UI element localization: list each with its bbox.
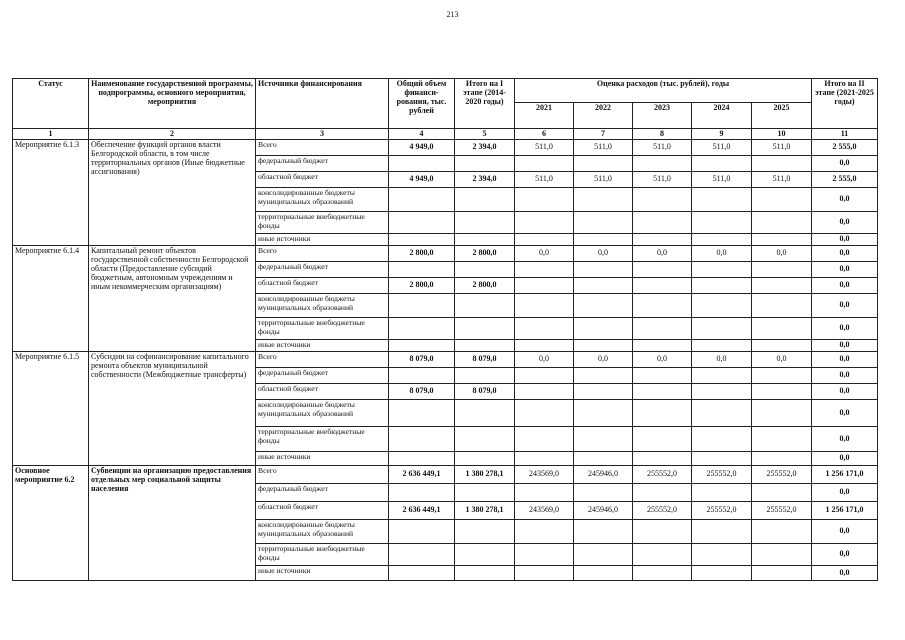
funding-source: областной бюджет [256,278,389,294]
amount-cell [515,452,574,466]
amount-cell [515,566,574,581]
amount-cell: 0,0 [515,352,574,368]
amount-cell [389,234,455,246]
amount-cell [574,188,633,212]
amount-cell [692,294,752,318]
amount-cell: 511,0 [515,140,574,156]
amount-cell [455,294,515,318]
amount-cell [633,188,692,212]
amount-cell [574,368,633,384]
amount-cell [574,384,633,400]
amount-cell [752,400,812,427]
funding-source: Всего [256,140,389,156]
amount-cell [752,566,812,581]
table-row [13,140,878,156]
funding-source: федеральный бюджет [256,156,389,172]
funding-source: областной бюджет [256,384,389,400]
amount-cell [574,294,633,318]
row-status: Мероприятие 6.1.3 [13,140,89,246]
funding-source: Всего [256,352,389,368]
amount-cell [455,318,515,340]
amount-cell: 511,0 [692,140,752,156]
amount-cell: 255552,0 [752,466,812,484]
amount-cell [515,294,574,318]
amount-cell [574,340,633,352]
amount-cell [574,452,633,466]
column-index: 7 [574,129,633,140]
header-year: 2024 [692,103,752,129]
amount-cell [455,484,515,502]
amount-cell [389,340,455,352]
stage2-total-cell: 0,0 [812,352,878,368]
header-stage2: Итого на II этапе (2021-2025 годы) [812,79,878,129]
stage2-total-cell: 0,0 [812,156,878,172]
header-year: 2025 [752,103,812,129]
amount-cell: 2 800,0 [389,278,455,294]
stage2-total-cell: 0,0 [812,484,878,502]
amount-cell [692,566,752,581]
amount-cell [574,400,633,427]
amount-cell [515,484,574,502]
header-name: Наименование государственной программы, подпрограммы, основного мероприятия, мероприятия [89,79,256,129]
amount-cell [574,544,633,566]
amount-cell: 2 800,0 [455,246,515,262]
amount-cell [692,156,752,172]
amount-cell [633,452,692,466]
amount-cell: 2 394,0 [455,172,515,188]
amount-cell [752,368,812,384]
funding-source: территориальные внебюджетные фонды [256,318,389,340]
stage2-total-cell: 0,0 [812,520,878,544]
amount-cell: 243569,0 [515,466,574,484]
amount-cell: 2 636 449,1 [389,502,455,520]
funding-source: иные источники [256,340,389,352]
amount-cell: 0,0 [752,352,812,368]
stage2-total-cell: 0,0 [812,384,878,400]
amount-cell: 0,0 [574,246,633,262]
amount-cell [692,544,752,566]
amount-cell [515,368,574,384]
row-status: Мероприятие 6.1.4 [13,246,89,352]
amount-cell [633,544,692,566]
column-index: 11 [812,129,878,140]
amount-cell: 511,0 [515,172,574,188]
funding-source: территориальные внебюджетные фонды [256,427,389,452]
funding-source: областной бюджет [256,502,389,520]
amount-cell: 255552,0 [633,466,692,484]
amount-cell: 2 800,0 [455,278,515,294]
amount-cell [692,212,752,234]
column-index: 4 [389,129,455,140]
amount-cell [752,520,812,544]
funding-source: иные источники [256,566,389,581]
amount-cell [455,520,515,544]
amount-cell [455,452,515,466]
amount-cell [389,212,455,234]
amount-cell [633,212,692,234]
amount-cell [633,278,692,294]
row-program-name: Обеспечение функций органов власти Белгородской области, в том числе территориальных органов (Иные бюджетные ассигнования) [89,140,256,246]
header-status: Статус [13,79,89,129]
amount-cell: 8 079,0 [389,384,455,400]
funding-source: федеральный бюджет [256,484,389,502]
stage2-total-cell: 0,0 [812,452,878,466]
amount-cell: 255552,0 [692,502,752,520]
amount-cell: 243569,0 [515,502,574,520]
funding-source: консолидированные бюджеты муниципальных образований [256,400,389,427]
amount-cell [752,340,812,352]
amount-cell [633,340,692,352]
amount-cell [455,427,515,452]
amount-cell [515,212,574,234]
amount-cell [633,384,692,400]
amount-cell: 1 380 278,1 [455,466,515,484]
table-row [13,352,878,368]
table-body [13,140,878,581]
amount-cell [752,212,812,234]
amount-cell [574,212,633,234]
amount-cell [515,384,574,400]
table-row [13,246,878,262]
amount-cell [752,427,812,452]
amount-cell [455,156,515,172]
amount-cell [752,234,812,246]
amount-cell [692,278,752,294]
amount-cell [455,566,515,581]
amount-cell [752,278,812,294]
amount-cell: 0,0 [574,352,633,368]
row-status: Основное мероприятие 6.2 [13,466,89,581]
amount-cell [389,544,455,566]
table-row [13,466,878,484]
amount-cell [515,156,574,172]
amount-cell: 245946,0 [574,502,633,520]
amount-cell [752,318,812,340]
stage2-total-cell: 0,0 [812,188,878,212]
funding-source: территориальные внебюджетные фонды [256,212,389,234]
amount-cell [455,340,515,352]
stage2-total-cell: 0,0 [812,212,878,234]
amount-cell [515,188,574,212]
amount-cell: 0,0 [752,246,812,262]
column-index: 3 [256,129,389,140]
row-status: Мероприятие 6.1.5 [13,352,89,466]
funding-source: Всего [256,466,389,484]
amount-cell [752,544,812,566]
amount-cell [633,294,692,318]
funding-source: федеральный бюджет [256,262,389,278]
amount-cell [692,340,752,352]
stage2-total-cell: 0,0 [812,340,878,352]
funding-source: иные источники [256,234,389,246]
page-number: 213 [446,10,459,19]
header-stage1: Итого на I этапе (2014-2020 годы) [455,79,515,129]
amount-cell [752,188,812,212]
stage2-total-cell: 1 256 171,0 [812,502,878,520]
stage2-total-cell: 0,0 [812,544,878,566]
amount-cell: 255552,0 [752,502,812,520]
amount-cell [389,318,455,340]
stage2-total-cell: 0,0 [812,318,878,340]
amount-cell [574,262,633,278]
stage2-total-cell: 1 256 171,0 [812,466,878,484]
amount-cell [574,484,633,502]
amount-cell [389,400,455,427]
amount-cell [692,368,752,384]
amount-cell [389,520,455,544]
amount-cell: 511,0 [574,172,633,188]
amount-cell [515,427,574,452]
funding-source: федеральный бюджет [256,368,389,384]
column-index: 10 [752,129,812,140]
amount-cell [574,520,633,544]
amount-cell [515,262,574,278]
amount-cell [515,544,574,566]
amount-cell [752,262,812,278]
amount-cell [692,484,752,502]
column-index: 2 [89,129,256,140]
amount-cell [752,384,812,400]
amount-cell: 511,0 [752,140,812,156]
amount-cell [389,188,455,212]
amount-cell [633,262,692,278]
row-program-name: Субсидии на софинансирование капитального ремонта объектов муниципальной собственности (Межбюджетные трансферты) [89,352,256,466]
amount-cell [574,427,633,452]
amount-cell: 511,0 [633,140,692,156]
row-program-name: Капитальный ремонт объектов государственной собственности Белгородской области (Предоставление субсидий бюджетным, автономным учреждениям и иным некоммерческим организациям) [89,246,256,352]
budget-table [12,78,878,581]
amount-cell: 2 800,0 [389,246,455,262]
amount-cell [455,400,515,427]
stage2-total-cell: 0,0 [812,427,878,452]
funding-source: консолидированные бюджеты муниципальных образований [256,188,389,212]
amount-cell [633,484,692,502]
amount-cell: 255552,0 [633,502,692,520]
amount-cell: 0,0 [692,352,752,368]
stage2-total-cell: 0,0 [812,566,878,581]
funding-source: территориальные внебюджетные фонды [256,544,389,566]
amount-cell [692,452,752,466]
amount-cell [692,400,752,427]
amount-cell: 8 079,0 [455,352,515,368]
amount-cell: 1 380 278,1 [455,502,515,520]
amount-cell [515,318,574,340]
amount-cell: 2 394,0 [455,140,515,156]
column-index: 6 [515,129,574,140]
amount-cell: 0,0 [692,246,752,262]
amount-cell [574,566,633,581]
amount-cell [389,156,455,172]
header-year: 2022 [574,103,633,129]
amount-cell [633,566,692,581]
amount-cell [389,566,455,581]
stage2-total-cell: 2 555,0 [812,172,878,188]
amount-cell [692,188,752,212]
amount-cell [455,544,515,566]
funding-source: консолидированные бюджеты муниципальных образований [256,520,389,544]
amount-cell [515,234,574,246]
stage2-total-cell: 0,0 [812,246,878,262]
amount-cell [574,156,633,172]
amount-cell: 4 949,0 [389,172,455,188]
amount-cell [455,188,515,212]
amount-cell [692,262,752,278]
amount-cell [752,294,812,318]
amount-cell [389,294,455,318]
funding-source: иные источники [256,452,389,466]
column-index: 8 [633,129,692,140]
column-index-row [13,129,878,140]
amount-cell [692,520,752,544]
header-source: Источники финансирования [256,79,389,129]
amount-cell: 0,0 [633,352,692,368]
amount-cell [633,520,692,544]
header-year: 2023 [633,103,692,129]
stage2-total-cell: 0,0 [812,278,878,294]
amount-cell: 0,0 [515,246,574,262]
amount-cell: 245946,0 [574,466,633,484]
stage2-total-cell: 2 555,0 [812,140,878,156]
header-year: 2021 [515,103,574,129]
amount-cell [574,318,633,340]
column-index: 9 [692,129,752,140]
amount-cell [633,318,692,340]
stage2-total-cell: 0,0 [812,400,878,427]
amount-cell [455,234,515,246]
amount-cell [389,452,455,466]
stage2-total-cell: 0,0 [812,368,878,384]
amount-cell: 8 079,0 [389,352,455,368]
stage2-total-cell: 0,0 [812,262,878,278]
amount-cell: 511,0 [574,140,633,156]
amount-cell [455,368,515,384]
stage2-total-cell: 0,0 [812,234,878,246]
amount-cell: 0,0 [633,246,692,262]
amount-cell [752,452,812,466]
amount-cell [389,368,455,384]
amount-cell: 2 636 449,1 [389,466,455,484]
header-total-volume: Общий объем финанси-рования, тыс. рублей [389,79,455,129]
amount-cell [515,340,574,352]
amount-cell [633,427,692,452]
amount-cell [515,400,574,427]
amount-cell: 511,0 [633,172,692,188]
amount-cell [389,262,455,278]
amount-cell [692,427,752,452]
amount-cell [633,368,692,384]
row-program-name: Субвенции на организацию предоставления отдельных мер социальной защиты населения [89,466,256,581]
amount-cell: 8 079,0 [455,384,515,400]
amount-cell [515,278,574,294]
amount-cell: 255552,0 [692,466,752,484]
amount-cell: 511,0 [692,172,752,188]
amount-cell: 4 949,0 [389,140,455,156]
amount-cell [633,234,692,246]
amount-cell [455,212,515,234]
amount-cell: 511,0 [752,172,812,188]
funding-source: Всего [256,246,389,262]
column-index: 5 [455,129,515,140]
column-index: 1 [13,129,89,140]
funding-source: консолидированные бюджеты муниципальных образований [256,294,389,318]
amount-cell [633,156,692,172]
amount-cell [692,234,752,246]
amount-cell [455,262,515,278]
amount-cell [752,156,812,172]
amount-cell [574,278,633,294]
funding-source: областной бюджет [256,172,389,188]
amount-cell [574,234,633,246]
amount-cell [633,400,692,427]
stage2-total-cell: 0,0 [812,294,878,318]
amount-cell [515,520,574,544]
header-estimate: Оценка расходов (тыс. рублей), годы [515,79,812,103]
amount-cell [389,484,455,502]
amount-cell [692,384,752,400]
amount-cell [752,484,812,502]
amount-cell [692,318,752,340]
amount-cell [389,427,455,452]
